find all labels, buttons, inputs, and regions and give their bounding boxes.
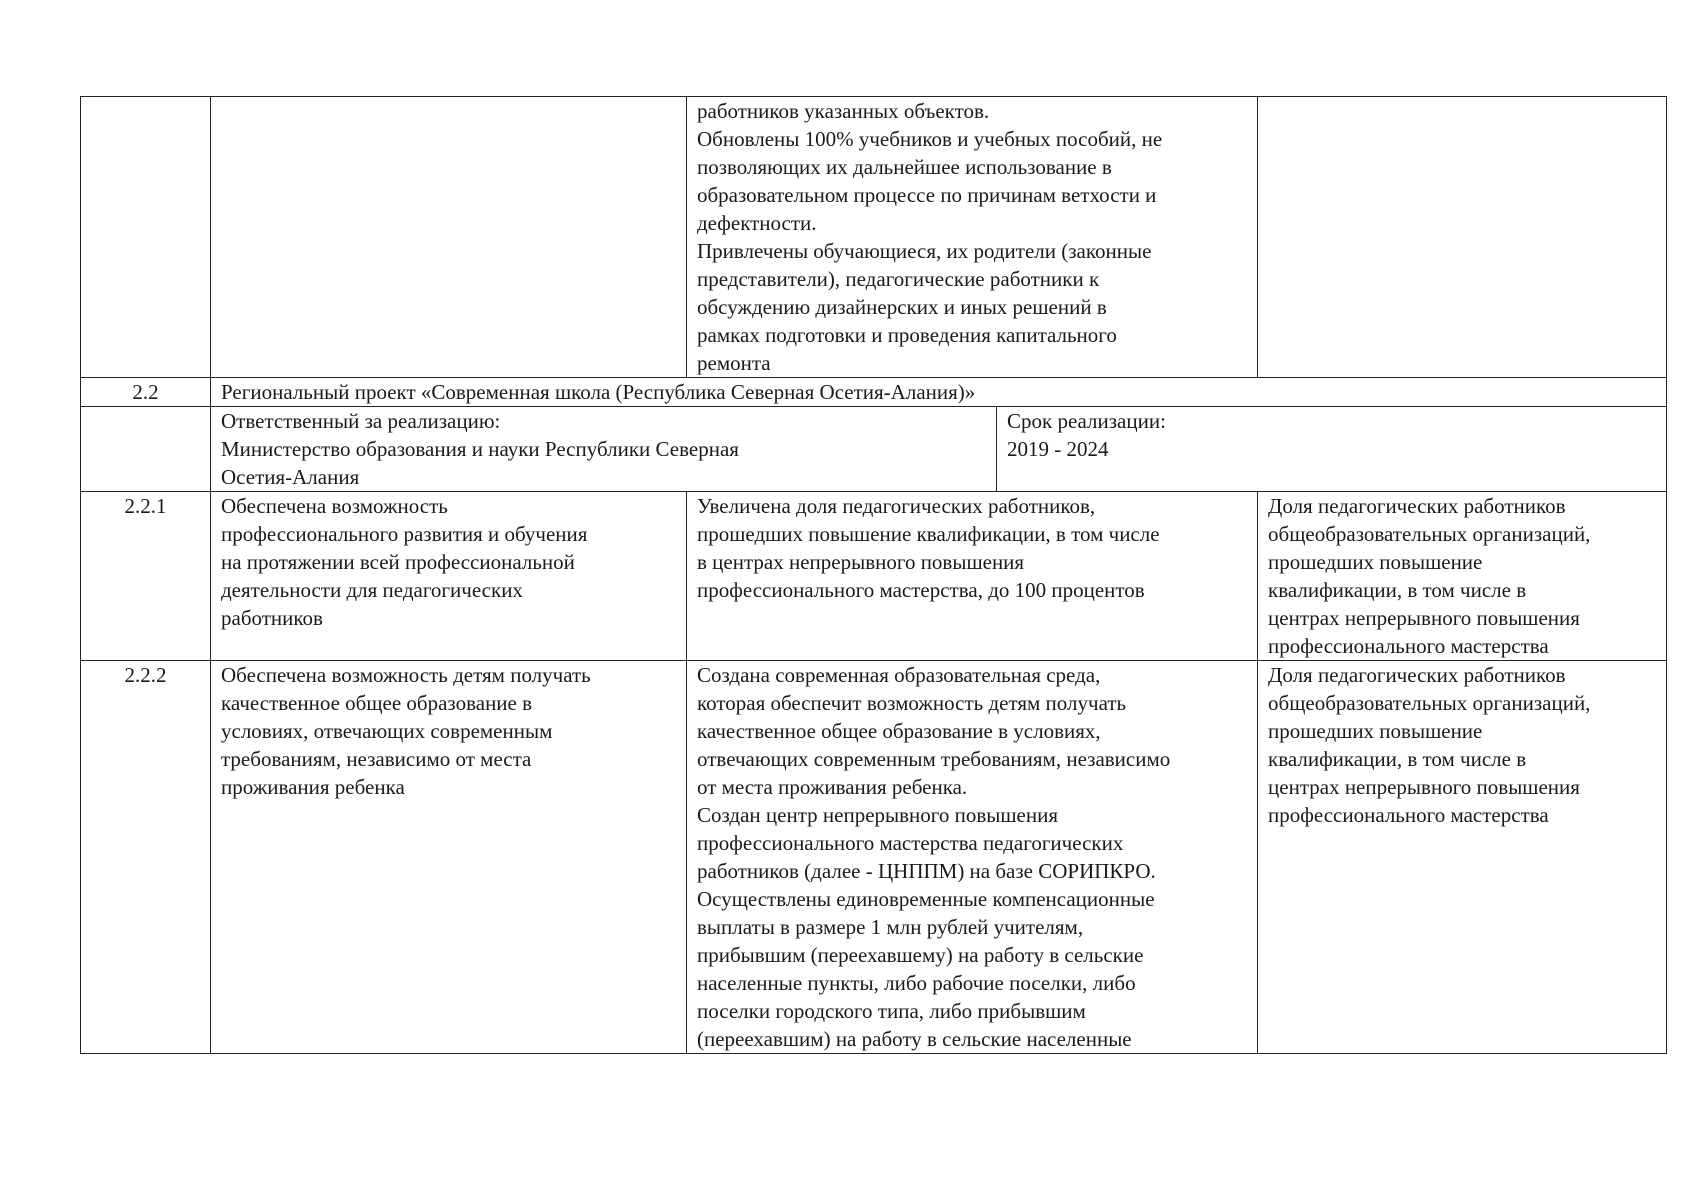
text-line: которая обеспечит возможность детям получать — [697, 691, 1127, 715]
cell-task — [211, 492, 687, 661]
text-line: представители), педагогические работники к — [697, 267, 1100, 291]
term-label: Срок реализации: — [1007, 409, 1166, 433]
text-line: работников — [221, 606, 323, 630]
text-line: Осуществлены единовременные компенсационные — [697, 887, 1155, 911]
section-number: 2.2 — [81, 378, 211, 407]
text-line: общеобразовательных организаций, — [1268, 522, 1591, 546]
text-line: рамках подготовки и проведения капитального — [697, 323, 1117, 347]
responsible-value: Осетия-Алания — [221, 465, 360, 489]
text-line: Обеспечена возможность детям получать — [221, 663, 591, 687]
table-row — [81, 661, 1667, 1054]
text-line: центрах непрерывного повышения — [1268, 606, 1580, 630]
text-line: центрах непрерывного повышения — [1268, 775, 1580, 799]
cell-indicator — [1258, 661, 1667, 1054]
text-line: на протяжении всей профессиональной — [221, 550, 575, 574]
text-line: населенные пункты, либо рабочие поселки, либо — [697, 971, 1136, 995]
cell-indicator — [1258, 97, 1667, 378]
text-line: профессионального развития и обучения — [221, 522, 588, 546]
text-line: поселки городского типа, либо прибывшим — [697, 999, 1086, 1023]
text-line: прибывшим (переехавшему) на работу в сельские — [697, 943, 1144, 967]
row-number: 2.2.2 — [81, 661, 211, 1054]
cell-task — [211, 97, 687, 378]
text-line: проживания ребенка — [221, 775, 405, 799]
text-line: квалификации, в том числе в — [1268, 578, 1527, 602]
text-line: работников (далее - ЦНППМ) на базе СОРИПКРО. — [697, 859, 1156, 883]
text-line: ремонта — [697, 351, 771, 375]
text-line: обсуждению дизайнерских и иных решений в — [697, 295, 1107, 319]
text-line: профессионального мастерства, до 100 процентов — [697, 578, 1145, 602]
cell-result — [687, 97, 1258, 378]
cell-task — [211, 661, 687, 1054]
row-number: 2.2.1 — [81, 492, 211, 661]
text-line: Создана современная образовательная среда, — [697, 663, 1101, 687]
text-line: Доля педагогических работников — [1268, 494, 1566, 518]
text-line: Увеличена доля педагогических работников, — [697, 494, 1096, 518]
text-line: позволяющих их дальнейшее использование в — [697, 155, 1112, 179]
text-line: Привлечены обучающиеся, их родители (законные — [697, 239, 1152, 263]
text-line: Обновлены 100% учебников и учебных пособий, не — [697, 127, 1163, 151]
text-line: дефектности. — [697, 211, 817, 235]
text-line: прошедших повышение квалификации, в том числе — [697, 522, 1160, 546]
cell-result — [687, 661, 1258, 1054]
text-line: Доля педагогических работников — [1268, 663, 1566, 687]
text-line: прошедших повышение — [1268, 550, 1483, 574]
cell-result — [687, 492, 1258, 661]
table-row-responsible — [81, 407, 1667, 492]
text-line: качественное общее образование в — [221, 691, 533, 715]
text-line: от места проживания ребенка. — [697, 775, 968, 799]
text-line: условиях, отвечающих современным — [221, 719, 553, 743]
text-line: в центрах непрерывного повышения — [697, 550, 1025, 574]
cell-empty — [81, 407, 211, 492]
text-line: отвечающих современным требованиям, независимо — [697, 747, 1171, 771]
text-line: работников указанных объектов. — [697, 99, 990, 123]
text-line: профессионального мастерства — [1268, 634, 1549, 658]
text-line: Обеспечена возможность — [221, 494, 448, 518]
term-cell — [997, 407, 1667, 492]
section-title: Региональный проект «Современная школа (Республика Северная Осетия-Алания)» — [211, 378, 1667, 407]
cell-indicator — [1258, 492, 1667, 661]
table-row-continuation — [81, 97, 1667, 378]
text-line: деятельности для педагогических — [221, 578, 523, 602]
text-line: (переехавшим) на работу в сельские населенные — [697, 1027, 1132, 1051]
table-row-section-header — [81, 378, 1667, 407]
responsible-cell — [211, 407, 997, 492]
term-value: 2019 - 2024 — [1007, 437, 1109, 461]
table-row — [81, 492, 1667, 661]
text-line: качественное общее образование в условиях, — [697, 719, 1101, 743]
responsible-label: Ответственный за реализацию: — [221, 409, 501, 433]
text-line: общеобразовательных организаций, — [1268, 691, 1591, 715]
cell-number — [81, 97, 211, 378]
text-line: прошедших повышение — [1268, 719, 1483, 743]
project-table — [80, 96, 1667, 1054]
text-line: Создан центр непрерывного повышения — [697, 803, 1059, 827]
text-line: требованиям, независимо от места — [221, 747, 532, 771]
text-line: квалификации, в том числе в — [1268, 747, 1527, 771]
text-line: выплаты в размере 1 млн рублей учителям, — [697, 915, 1084, 939]
text-line: профессионального мастерства — [1268, 803, 1549, 827]
text-line: образовательном процессе по причинам ветхости и — [697, 183, 1157, 207]
text-line: профессионального мастерства педагогических — [697, 831, 1124, 855]
responsible-value: Министерство образования и науки Республики Северная — [221, 437, 739, 461]
